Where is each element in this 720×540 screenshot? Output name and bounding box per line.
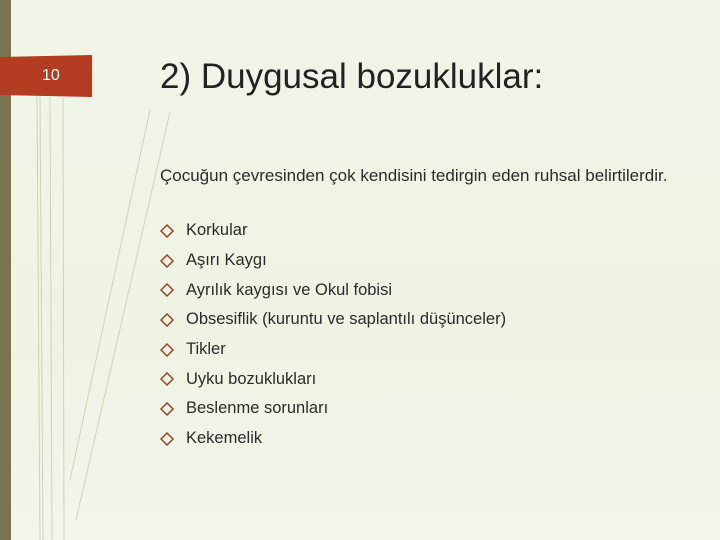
page-number: 10	[42, 67, 60, 84]
bullet-text: Obsesiflik (kuruntu ve saplantılı düşünceler)	[186, 310, 507, 329]
diamond-outline-icon	[160, 313, 174, 327]
diamond-outline-icon	[160, 224, 174, 238]
diamond-outline-icon	[160, 432, 174, 446]
diamond-outline-icon	[160, 372, 174, 386]
bullet-text: Kekemelik	[186, 429, 263, 448]
bullet-item	[160, 364, 690, 394]
bullet-item	[160, 305, 690, 335]
diamond-outline-icon	[160, 283, 174, 297]
bullet-item	[160, 335, 690, 365]
bullet-item	[160, 216, 690, 246]
bullet-list	[160, 216, 690, 454]
bullet-item	[160, 394, 690, 424]
diamond-outline-icon	[160, 343, 174, 357]
bullet-text: Uyku bozuklukları	[186, 369, 317, 388]
bullet-text: Aşırı Kaygı	[186, 251, 267, 270]
bullet-text: Tikler	[186, 340, 226, 359]
bullet-item	[160, 246, 690, 276]
bullet-text: Korkular	[186, 221, 248, 240]
slide-title: 2) Duygusal bozukluklar:	[160, 57, 544, 96]
bullet-text: Ayrılık kaygısı ve Okul fobisi	[186, 280, 393, 299]
diamond-outline-icon	[160, 254, 174, 268]
bullet-item	[160, 424, 690, 454]
diamond-outline-icon	[160, 402, 174, 416]
bullet-item	[160, 275, 690, 305]
intro-text: Çocuğun çevresinden çok kendisini tedirgin eden ruhsal belirtilerdir.	[160, 166, 668, 185]
bullet-text: Beslenme sorunları	[186, 399, 329, 418]
